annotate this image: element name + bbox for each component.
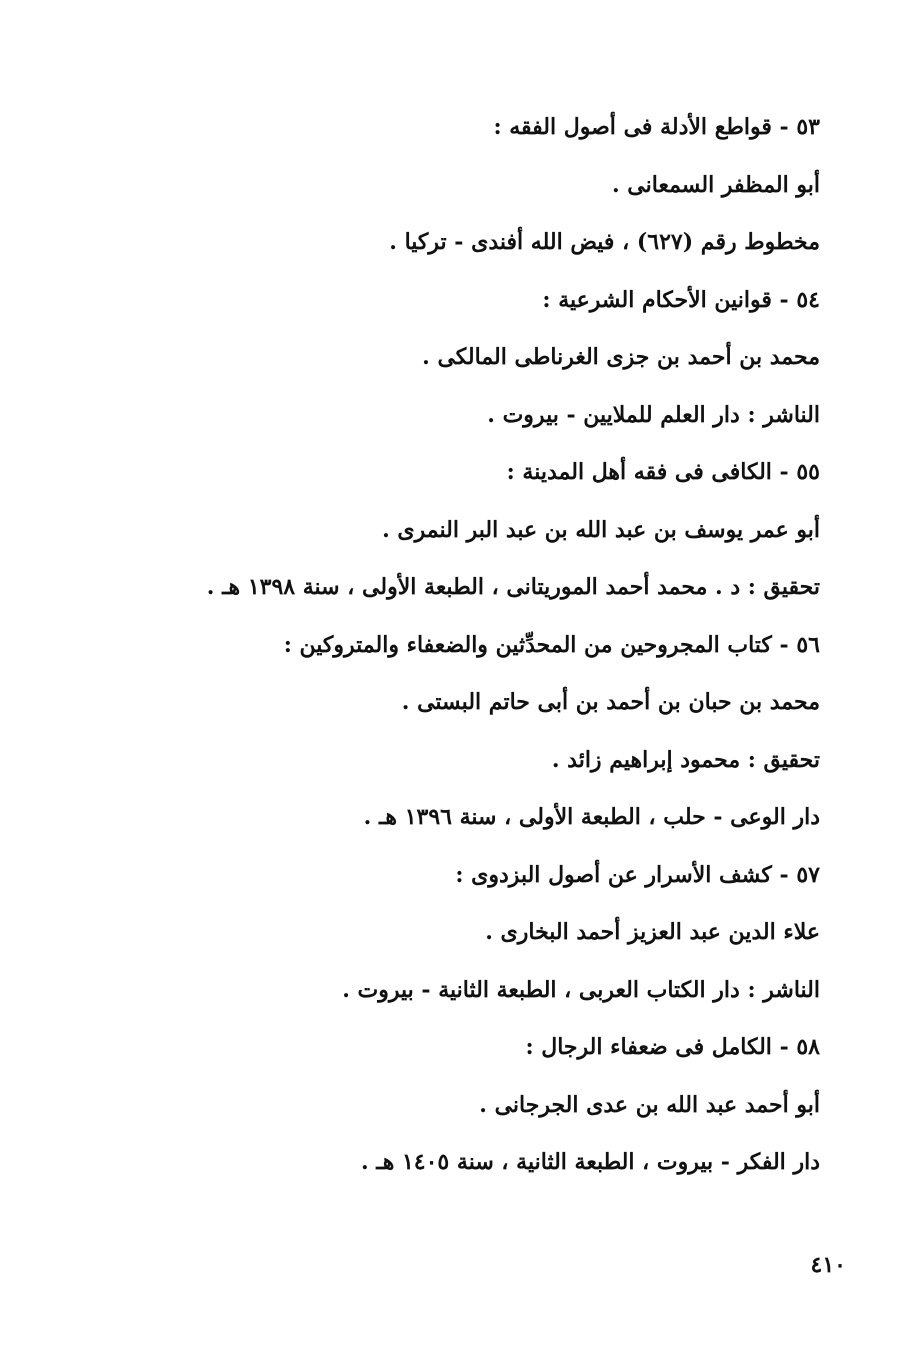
entry-56-title: ٥٦ - كتاب المجروحين من المحدِّثين والضعفاء والمتروكين : <box>283 631 820 658</box>
entry-56-author: محمد بن حبان بن أحمد بن أبى حاتم البستى . <box>401 689 820 715</box>
entry-55-editor: تحقيق : د . محمد أحمد الموريتانى ، الطبعة الأولى ، سنة ١٣٩٨ هـ . <box>206 574 820 600</box>
entry-58-publisher: دار الفكر - بيروت ، الطبعة الثانية ، سنة ١٤٠٥ هـ . <box>360 1149 820 1175</box>
entry-58-title: ٥٨ - الكامل فى ضعفاء الرجال : <box>525 1034 820 1060</box>
entry-54-author: محمد بن أحمد بن جزى الغرناطى المالكى . <box>422 344 820 370</box>
entry-57-title: ٥٧ - كشف الأسرار عن أصول البزدوى : <box>455 861 820 888</box>
entry-57-author: علاء الدين عبد العزيز أحمد البخارى . <box>485 919 820 945</box>
entry-53-author: أبو المظفر السمعانى . <box>611 171 820 198</box>
entry-54-publisher: الناشر : دار العلم للملايين - بيروت . <box>487 401 820 428</box>
entry-57-publisher: الناشر : دار الكتاب العربى ، الطبعة الثانية - بيروت . <box>342 976 820 1003</box>
entry-55-author: أبو عمر يوسف بن عبد الله بن عبد البر النمرى . <box>382 516 820 543</box>
entry-58-author: أبو أحمد عبد الله بن عدى الجرجانى . <box>479 1091 820 1118</box>
entry-55-title: ٥٥ - الكافى فى فقه أهل المدينة : <box>506 459 820 485</box>
page-number: ٤١٠ <box>810 1252 846 1278</box>
entry-53-source: مخطوط رقم (٦٢٧) ، فيض الله أفندى - تركيا . <box>389 229 820 255</box>
entry-53-title: ٥٣ - قواطع الأدلة فى أصول الفقه : <box>493 114 820 140</box>
entry-56-editor: تحقيق : محمود إبراهيم زائد . <box>551 746 820 773</box>
entry-56-publisher: دار الوعى - حلب ، الطبعة الأولى ، سنة ١٣٩٦ هـ . <box>363 804 820 830</box>
bibliography-list <box>120 104 820 1197</box>
entry-54-title: ٥٤ - قوانين الأحكام الشرعية : <box>542 286 820 313</box>
